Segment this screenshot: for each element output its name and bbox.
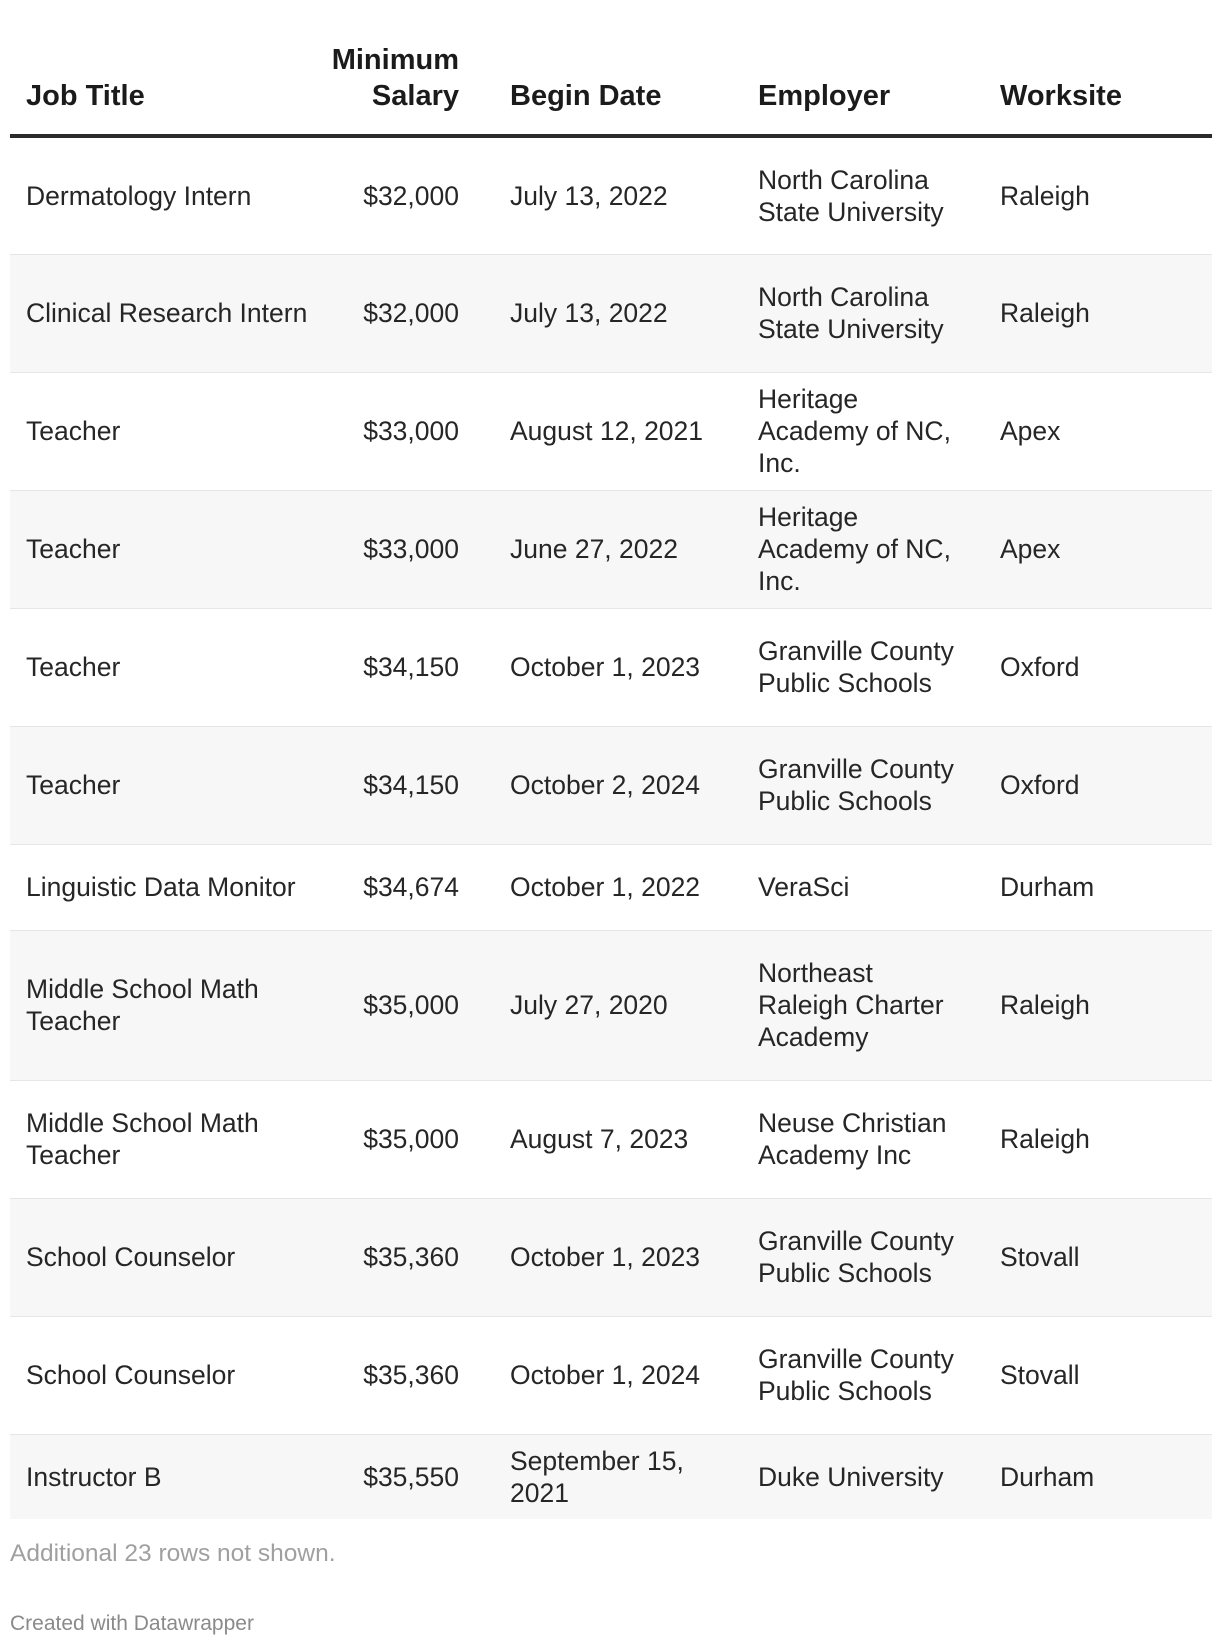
cell-employer: Neuse Christian Academy Inc (758, 1108, 947, 1170)
table-row (10, 254, 1212, 372)
cell-employer: Northeast Raleigh Charter Academy (758, 958, 944, 1052)
header-worksite[interactable]: Worksite (1000, 80, 1122, 112)
header-begin-date[interactable]: Begin Date (510, 80, 662, 112)
cell-minimum-salary: $35,000 (363, 1124, 459, 1154)
job-listings-table (10, 0, 1212, 1519)
cell-employer: North Carolina State University (758, 282, 944, 344)
cell-minimum-salary: $35,360 (363, 1242, 459, 1272)
cell-begin-date: September 15, 2021 (510, 1445, 684, 1508)
cell-job-title: School Counselor (26, 1360, 236, 1390)
cell-minimum-salary: $34,150 (363, 770, 459, 800)
cell-employer: Heritage Academy of NC, Inc. (758, 384, 951, 478)
cell-worksite: Raleigh (1000, 180, 1090, 211)
datawrapper-credit[interactable]: Created with Datawrapper (10, 1612, 254, 1635)
cell-job-title: Dermatology Intern (26, 180, 252, 211)
cell-job-title: Teacher (26, 770, 121, 800)
cell-employer: Granville County Public Schools (758, 754, 954, 816)
cell-job-title: Middle School Math Teacher (26, 1108, 259, 1170)
rows-not-shown-note: Additional 23 rows not shown. (10, 1540, 336, 1567)
table-row (10, 1198, 1212, 1316)
table-row (10, 930, 1212, 1080)
cell-employer: North Carolina State University (758, 164, 944, 227)
cell-job-title: Instructor B (26, 1461, 162, 1492)
cell-begin-date: July 27, 2020 (510, 990, 668, 1020)
cell-job-title: Clinical Research Intern (26, 298, 308, 328)
cell-begin-date: July 13, 2022 (510, 180, 668, 211)
cell-minimum-salary: $35,550 (363, 1461, 459, 1492)
table-row (10, 608, 1212, 726)
cell-job-title: Teacher (26, 416, 121, 446)
cell-minimum-salary: $34,150 (363, 652, 459, 682)
table-row (10, 726, 1212, 844)
cell-minimum-salary: $32,000 (363, 298, 459, 328)
cell-worksite: Oxford (1000, 770, 1080, 800)
cell-minimum-salary: $34,674 (363, 872, 459, 902)
table-row (10, 1434, 1212, 1519)
cell-worksite: Durham (1000, 1461, 1095, 1492)
table-row (10, 1080, 1212, 1198)
cell-begin-date: August 7, 2023 (510, 1124, 689, 1154)
cell-begin-date: October 1, 2022 (510, 872, 701, 902)
header-job-title[interactable]: Job Title (26, 80, 145, 112)
cell-job-title: Linguistic Data Monitor (26, 872, 296, 902)
cell-worksite: Raleigh (1000, 990, 1090, 1020)
cell-employer: VeraSci (758, 872, 850, 902)
data-table-container (10, 0, 1212, 1519)
cell-worksite: Raleigh (1000, 298, 1090, 328)
cell-worksite: Oxford (1000, 652, 1080, 682)
cell-worksite: Apex (1000, 534, 1061, 564)
cell-begin-date: June 27, 2022 (510, 534, 678, 564)
cell-begin-date: October 1, 2023 (510, 1242, 701, 1272)
cell-begin-date: October 1, 2024 (510, 1360, 701, 1390)
cell-employer: Granville County Public Schools (758, 1344, 954, 1406)
cell-job-title: School Counselor (26, 1242, 236, 1272)
cell-job-title: Teacher (26, 652, 121, 682)
cell-worksite: Stovall (1000, 1360, 1080, 1390)
table-row (10, 136, 1212, 254)
cell-minimum-salary: $35,360 (363, 1360, 459, 1390)
cell-begin-date: August 12, 2021 (510, 416, 704, 446)
cell-begin-date: October 1, 2023 (510, 652, 701, 682)
cell-worksite: Durham (1000, 872, 1095, 902)
header-employer[interactable]: Employer (758, 80, 891, 112)
cell-worksite: Stovall (1000, 1242, 1080, 1272)
cell-employer: Duke University (758, 1461, 944, 1492)
cell-minimum-salary: $33,000 (363, 534, 459, 564)
table-row (10, 490, 1212, 608)
header-minimum-salary[interactable]: Minimum Salary (331, 44, 459, 112)
cell-begin-date: July 13, 2022 (510, 298, 668, 328)
cell-worksite: Raleigh (1000, 1124, 1090, 1154)
cell-employer: Heritage Academy of NC, Inc. (758, 502, 951, 596)
cell-minimum-salary: $32,000 (363, 180, 459, 211)
cell-job-title: Middle School Math Teacher (26, 974, 259, 1036)
cell-minimum-salary: $33,000 (363, 416, 459, 446)
cell-employer: Granville County Public Schools (758, 636, 954, 698)
table-row (10, 1316, 1212, 1434)
table-row (10, 372, 1212, 490)
header-row (10, 0, 1212, 136)
cell-job-title: Teacher (26, 534, 121, 564)
cell-begin-date: October 2, 2024 (510, 770, 701, 800)
cell-employer: Granville County Public Schools (758, 1226, 954, 1288)
cell-worksite: Apex (1000, 416, 1061, 446)
cell-minimum-salary: $35,000 (363, 990, 459, 1020)
table-row (10, 844, 1212, 930)
